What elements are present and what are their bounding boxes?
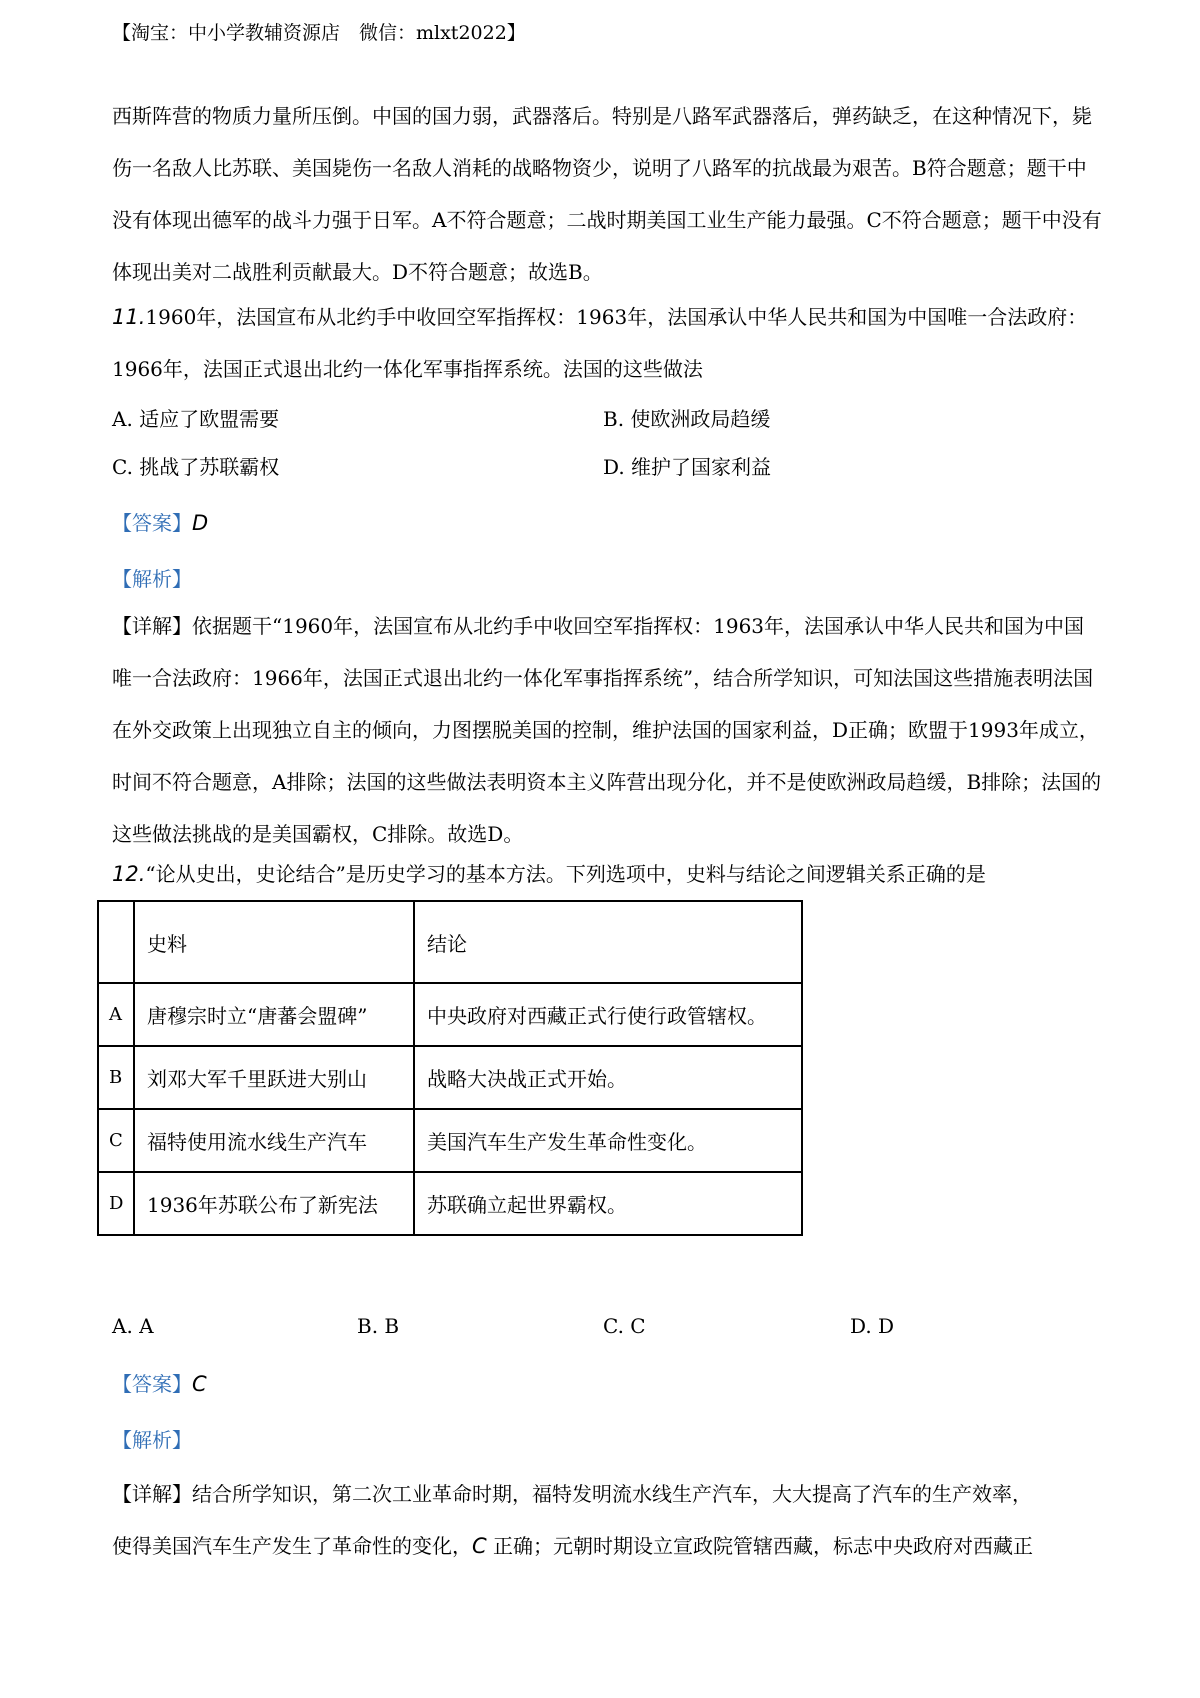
table-cell: 中央政府对西藏正式行使行政管辖权。	[414, 983, 802, 1046]
table-row	[98, 1046, 802, 1109]
answer-label: 【答案】	[112, 1372, 192, 1396]
q12-option-a: A. A	[112, 1314, 154, 1338]
detail-label: 【详解】	[112, 614, 192, 638]
table-cell: 1936年苏联公布了新宪法	[134, 1172, 414, 1235]
previous-analysis-text: 西斯阵营的物质力量所压倒。中国的国力弱，武器落后。特别是八路军武器落后，弹药缺乏，在这种情况下，毙伤一名敌人比苏联、美国毙伤一名敌人消耗的战略物资少，说明了八路军的抗战最为艰苦。B符合题意；题干中没有体现出德军的战斗力强于日军。A不符合题意；二战时期美国工业生产能力最强。C不符合题意；题干中没有体现出美对二战胜利贡献最大。D不符合题意；故选B。	[112, 104, 1102, 284]
q12-option-d: D. D	[850, 1314, 895, 1338]
table-header-cell: 结论	[414, 901, 802, 983]
detail-text: 正确；元朝时期设立宣政院管辖西藏，标志中央政府对西藏正	[486, 1534, 1034, 1558]
watermark-header: 【淘宝：中小学教辅资源店 微信：mlxt2022】	[112, 22, 526, 44]
table-cell: A	[98, 983, 134, 1046]
q11-option-b: B. 使欧洲政局趋缓	[603, 407, 771, 431]
answer-value: D	[192, 511, 209, 535]
table-cell: 刘邓大军千里跃进大别山	[134, 1046, 414, 1109]
q12-detail-line-2	[112, 1530, 1033, 1559]
detail-answer-letter: C	[472, 1534, 487, 1558]
answer-value: C	[192, 1372, 207, 1396]
table-row	[98, 1172, 802, 1235]
table-cell: 苏联确立起世界霸权。	[414, 1172, 802, 1235]
q11-answer	[112, 507, 208, 536]
q11-option-a: A. 适应了欧盟需要	[112, 407, 280, 431]
detail-text: 使得美国汽车生产发生了革命性的变化，	[112, 1534, 472, 1558]
question-11-stem	[112, 291, 1102, 395]
table-cell: 福特使用流水线生产汽车	[134, 1109, 414, 1172]
table-cell: B	[98, 1046, 134, 1109]
q11-option-c: C. 挑战了苏联霸权	[112, 455, 280, 479]
q11-detail	[112, 600, 1102, 860]
question-11-number: 11.	[112, 305, 146, 329]
table-cell: D	[98, 1172, 134, 1235]
q11-analysis-label: 【解析】	[112, 567, 192, 591]
q12-option-b: B. B	[357, 1314, 400, 1338]
q12-answer	[112, 1368, 207, 1397]
table-header-cell	[98, 901, 134, 983]
table-cell: 美国汽车生产发生革命性变化。	[414, 1109, 802, 1172]
q12-option-c: C. C	[603, 1314, 646, 1338]
q11-option-d: D. 维护了国家利益	[603, 455, 772, 479]
answer-label: 【答案】	[112, 511, 192, 535]
table-cell: 战略大决战正式开始。	[414, 1046, 802, 1109]
table-header-cell: 史料	[134, 901, 414, 983]
table-row	[98, 1109, 802, 1172]
question-12-text: “论从史出，史论结合”是历史学习的基本方法。下列选项中，史料与结论之间逻辑关系正确的是	[145, 862, 986, 886]
table-cell: C	[98, 1109, 134, 1172]
question-11-text: 1960年，法国宣布从北约手中收回空军指挥权：1963年，法国承认中华人民共和国为中国唯一合法政府：1966年，法国正式退出北约一体化军事指挥系统。法国的这些做法	[112, 305, 1088, 381]
detail-text: 依据题干“1960年，法国宣布从北约手中收回空军指挥权：1963年，法国承认中华人民共和国为中国唯一合法政府：1966年，法国正式退出北约一体化军事指挥系统”，结合所学知识，可知法国这些措施表明法国在外交政策上出现独立自主的倾向，力图摆脱美国的控制，维护法国的国家利益，D正确；欧盟于1993年成立，时间不符合题意，A排除；法国的这些做法表明资本主义阵营出现分化，并不是使欧洲政局趋缓，B排除；法国的这些做法挑战的是美国霸权，C排除。故选D。	[112, 614, 1102, 846]
table-row	[98, 983, 802, 1046]
question-12-number: 12.	[112, 862, 146, 886]
table-header-row	[98, 901, 802, 983]
table-cell: 唐穆宗时立“唐蕃会盟碑”	[134, 983, 414, 1046]
q12-detail-line-1	[112, 1478, 1032, 1507]
source-conclusion-table	[97, 900, 803, 1236]
question-12-stem	[112, 858, 986, 887]
detail-label: 【详解】	[112, 1482, 192, 1506]
detail-text: 结合所学知识，第二次工业革命时期，福特发明流水线生产汽车，大大提高了汽车的生产效率，	[192, 1482, 1032, 1506]
q12-analysis-label: 【解析】	[112, 1428, 192, 1452]
